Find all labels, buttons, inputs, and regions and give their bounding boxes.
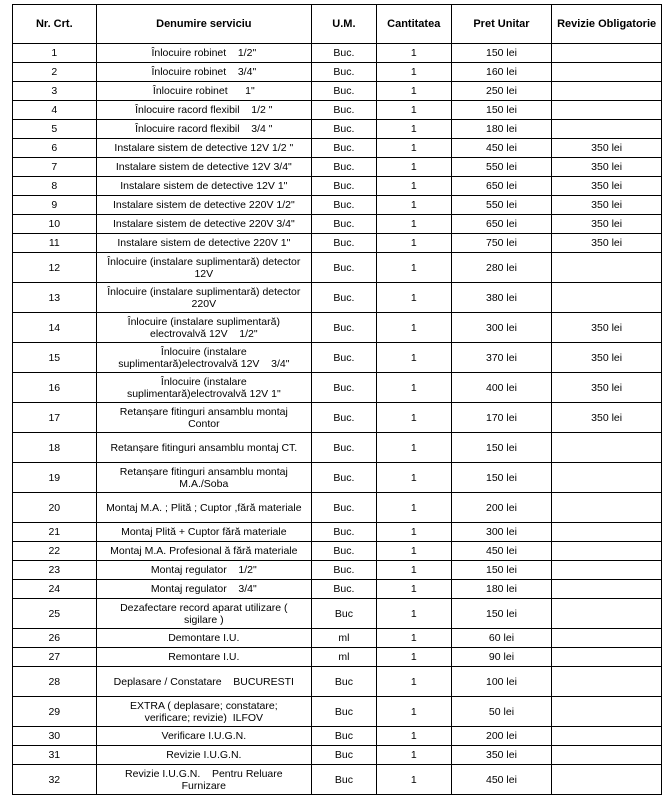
cell-quantity: 1 — [376, 629, 451, 648]
table-row — [13, 82, 662, 101]
cell-quantity: 1 — [376, 765, 451, 795]
cell-service-name: Revizie I.U.G.N. — [96, 746, 311, 765]
cell-unit-price: 150 lei — [451, 101, 552, 120]
cell-unit: Buc — [312, 765, 377, 795]
cell-mandatory-revision: 350 lei — [552, 343, 662, 373]
cell-mandatory-revision — [552, 561, 662, 580]
cell-nr: 8 — [13, 177, 97, 196]
cell-unit-price: 450 lei — [451, 542, 552, 561]
cell-service-name: Montaj M.A. ; Plită ; Cuptor ,fără materiale — [96, 493, 311, 523]
table-row — [13, 765, 662, 795]
cell-quantity: 1 — [376, 599, 451, 629]
table-row — [13, 373, 662, 403]
cell-nr: 14 — [13, 313, 97, 343]
cell-service-name: Montaj regulator 1/2" — [96, 561, 311, 580]
cell-quantity: 1 — [376, 746, 451, 765]
cell-quantity: 1 — [376, 63, 451, 82]
cell-mandatory-revision — [552, 667, 662, 697]
cell-nr: 28 — [13, 667, 97, 697]
cell-nr: 1 — [13, 44, 97, 63]
cell-mandatory-revision: 350 lei — [552, 234, 662, 253]
cell-mandatory-revision — [552, 63, 662, 82]
cell-unit-price: 450 lei — [451, 765, 552, 795]
cell-mandatory-revision — [552, 101, 662, 120]
cell-unit-price: 380 lei — [451, 283, 552, 313]
cell-unit: Buc. — [312, 196, 377, 215]
cell-unit: Buc. — [312, 101, 377, 120]
cell-unit-price: 650 lei — [451, 177, 552, 196]
cell-mandatory-revision: 350 lei — [552, 215, 662, 234]
cell-unit-price: 150 lei — [451, 561, 552, 580]
cell-service-name: Dezafectare record aparat utilizare ( sigilare ) — [96, 599, 311, 629]
cell-unit-price: 150 lei — [451, 463, 552, 493]
table-row — [13, 234, 662, 253]
cell-service-name: Instalare sistem de detective 12V 1/2 " — [96, 139, 311, 158]
cell-mandatory-revision — [552, 463, 662, 493]
cell-nr: 2 — [13, 63, 97, 82]
header-nr: Nr. Crt. — [13, 5, 97, 44]
cell-unit: Buc. — [312, 63, 377, 82]
cell-quantity: 1 — [376, 120, 451, 139]
cell-nr: 7 — [13, 158, 97, 177]
table-row — [13, 177, 662, 196]
cell-quantity: 1 — [376, 196, 451, 215]
cell-mandatory-revision — [552, 746, 662, 765]
cell-quantity: 1 — [376, 580, 451, 599]
cell-service-name: Instalare sistem de detective 220V 3/4" — [96, 215, 311, 234]
cell-quantity: 1 — [376, 542, 451, 561]
table-body — [13, 44, 662, 795]
cell-service-name: Înlocuire (instalare suplimentară)electrovalvă 12V 1" — [96, 373, 311, 403]
cell-nr: 25 — [13, 599, 97, 629]
cell-unit-price: 370 lei — [451, 343, 552, 373]
cell-service-name: Verificare I.U.G.N. — [96, 727, 311, 746]
cell-nr: 18 — [13, 433, 97, 463]
table-row — [13, 463, 662, 493]
table-row — [13, 746, 662, 765]
cell-mandatory-revision: 350 lei — [552, 373, 662, 403]
cell-unit: Buc. — [312, 177, 377, 196]
cell-unit: Buc. — [312, 313, 377, 343]
table-row — [13, 283, 662, 313]
cell-unit-price: 550 lei — [451, 196, 552, 215]
cell-unit-price: 400 lei — [451, 373, 552, 403]
cell-unit-price: 450 lei — [451, 139, 552, 158]
cell-service-name: Revizie I.U.G.N. Pentru Reluare Furnizare — [96, 765, 311, 795]
cell-nr: 30 — [13, 727, 97, 746]
cell-quantity: 1 — [376, 215, 451, 234]
cell-quantity: 1 — [376, 101, 451, 120]
cell-service-name: Înlocuire robinet 1/2" — [96, 44, 311, 63]
cell-unit-price: 50 lei — [451, 697, 552, 727]
header-quantity: Cantitatea — [376, 5, 451, 44]
cell-quantity: 1 — [376, 313, 451, 343]
cell-unit-price: 280 lei — [451, 253, 552, 283]
cell-mandatory-revision — [552, 629, 662, 648]
cell-service-name: EXTRA ( deplasare; constatare; verificare; revizie) ILFOV — [96, 697, 311, 727]
cell-nr: 26 — [13, 629, 97, 648]
cell-mandatory-revision: 350 lei — [552, 158, 662, 177]
cell-nr: 20 — [13, 493, 97, 523]
cell-service-name: Instalare sistem de detective 220V 1/2" — [96, 196, 311, 215]
table-row — [13, 493, 662, 523]
cell-mandatory-revision: 350 lei — [552, 403, 662, 433]
cell-nr: 13 — [13, 283, 97, 313]
cell-quantity: 1 — [376, 82, 451, 101]
cell-unit-price: 100 lei — [451, 667, 552, 697]
cell-unit: Buc. — [312, 82, 377, 101]
cell-unit: Buc. — [312, 463, 377, 493]
cell-unit: Buc. — [312, 158, 377, 177]
cell-service-name: Montaj regulator 3/4" — [96, 580, 311, 599]
cell-mandatory-revision: 350 lei — [552, 196, 662, 215]
cell-unit: Buc. — [312, 561, 377, 580]
cell-mandatory-revision: 350 lei — [552, 313, 662, 343]
cell-unit-price: 90 lei — [451, 648, 552, 667]
cell-service-name: Retanșare fitinguri ansamblu montaj M.A./Soba — [96, 463, 311, 493]
cell-mandatory-revision — [552, 542, 662, 561]
table-row — [13, 629, 662, 648]
cell-unit-price: 550 lei — [451, 158, 552, 177]
cell-unit: Buc — [312, 727, 377, 746]
table-row — [13, 697, 662, 727]
table-row — [13, 727, 662, 746]
cell-service-name: Înlocuire robinet 3/4" — [96, 63, 311, 82]
table-row — [13, 433, 662, 463]
cell-mandatory-revision — [552, 44, 662, 63]
cell-mandatory-revision: 350 lei — [552, 177, 662, 196]
cell-nr: 32 — [13, 765, 97, 795]
cell-service-name: Remontare I.U. — [96, 648, 311, 667]
cell-unit: Buc. — [312, 343, 377, 373]
cell-service-name: Înlocuire racord flexibil 3/4 " — [96, 120, 311, 139]
cell-quantity: 1 — [376, 403, 451, 433]
cell-quantity: 1 — [376, 667, 451, 697]
table-row — [13, 101, 662, 120]
cell-unit-price: 350 lei — [451, 746, 552, 765]
cell-service-name: Instalare sistem de detective 12V 3/4" — [96, 158, 311, 177]
cell-service-name: Înlocuire racord flexibil 1/2 " — [96, 101, 311, 120]
cell-unit-price: 150 lei — [451, 433, 552, 463]
cell-mandatory-revision — [552, 765, 662, 795]
cell-nr: 9 — [13, 196, 97, 215]
cell-quantity: 1 — [376, 158, 451, 177]
cell-service-name: Înlocuire (instalare suplimentară)electrovalvă 12V 3/4" — [96, 343, 311, 373]
cell-mandatory-revision — [552, 580, 662, 599]
cell-unit: Buc. — [312, 493, 377, 523]
cell-quantity: 1 — [376, 648, 451, 667]
cell-unit: Buc. — [312, 215, 377, 234]
cell-quantity: 1 — [376, 139, 451, 158]
cell-nr: 22 — [13, 542, 97, 561]
cell-unit: Buc — [312, 746, 377, 765]
cell-unit-price: 250 lei — [451, 82, 552, 101]
cell-nr: 11 — [13, 234, 97, 253]
table-row — [13, 253, 662, 283]
cell-mandatory-revision — [552, 283, 662, 313]
cell-nr: 3 — [13, 82, 97, 101]
cell-quantity: 1 — [376, 283, 451, 313]
cell-quantity: 1 — [376, 343, 451, 373]
cell-unit: Buc. — [312, 253, 377, 283]
cell-quantity: 1 — [376, 44, 451, 63]
cell-nr: 16 — [13, 373, 97, 403]
cell-service-name: Retanșare fitinguri ansamblu montaj Contor — [96, 403, 311, 433]
cell-unit-price: 60 lei — [451, 629, 552, 648]
cell-unit-price: 300 lei — [451, 523, 552, 542]
cell-service-name: Instalare sistem de detective 12V 1" — [96, 177, 311, 196]
cell-mandatory-revision — [552, 697, 662, 727]
cell-service-name: Demontare I.U. — [96, 629, 311, 648]
cell-unit: Buc. — [312, 373, 377, 403]
cell-unit-price: 180 lei — [451, 120, 552, 139]
table-row — [13, 667, 662, 697]
cell-mandatory-revision — [552, 433, 662, 463]
cell-nr: 23 — [13, 561, 97, 580]
cell-nr: 10 — [13, 215, 97, 234]
cell-quantity: 1 — [376, 177, 451, 196]
table-row — [13, 561, 662, 580]
table-row — [13, 523, 662, 542]
cell-nr: 24 — [13, 580, 97, 599]
cell-nr: 5 — [13, 120, 97, 139]
cell-unit: Buc. — [312, 433, 377, 463]
cell-nr: 6 — [13, 139, 97, 158]
cell-nr: 21 — [13, 523, 97, 542]
cell-service-name: Deplasare / Constatare BUCURESTI — [96, 667, 311, 697]
cell-unit-price: 150 lei — [451, 599, 552, 629]
cell-unit-price: 300 lei — [451, 313, 552, 343]
cell-mandatory-revision — [552, 523, 662, 542]
cell-unit-price: 200 lei — [451, 727, 552, 746]
cell-quantity: 1 — [376, 433, 451, 463]
table-row — [13, 403, 662, 433]
cell-nr: 4 — [13, 101, 97, 120]
cell-unit: Buc. — [312, 542, 377, 561]
cell-nr: 17 — [13, 403, 97, 433]
table-row — [13, 196, 662, 215]
cell-unit: Buc. — [312, 44, 377, 63]
cell-mandatory-revision: 350 lei — [552, 139, 662, 158]
cell-service-name: Montaj M.A. Profesional ă fără materiale — [96, 542, 311, 561]
header-unit-price: Pret Unitar — [451, 5, 552, 44]
price-table — [12, 4, 662, 795]
cell-service-name: Montaj Plită + Cuptor fără materiale — [96, 523, 311, 542]
cell-mandatory-revision — [552, 120, 662, 139]
cell-unit-price: 650 lei — [451, 215, 552, 234]
cell-mandatory-revision — [552, 82, 662, 101]
cell-unit: Buc. — [312, 139, 377, 158]
cell-unit-price: 750 lei — [451, 234, 552, 253]
table-row — [13, 158, 662, 177]
cell-service-name: Înlocuire robinet 1" — [96, 82, 311, 101]
cell-nr: 12 — [13, 253, 97, 283]
table-row — [13, 44, 662, 63]
cell-quantity: 1 — [376, 253, 451, 283]
cell-unit: Buc. — [312, 234, 377, 253]
table-row — [13, 313, 662, 343]
header-unit: U.M. — [312, 5, 377, 44]
cell-unit: Buc — [312, 697, 377, 727]
table-row — [13, 580, 662, 599]
table-row — [13, 120, 662, 139]
table-row — [13, 599, 662, 629]
header-mandatory-revision: Revizie Obligatorie — [552, 5, 662, 44]
cell-unit: ml — [312, 648, 377, 667]
cell-nr: 15 — [13, 343, 97, 373]
table-row — [13, 542, 662, 561]
cell-unit-price: 200 lei — [451, 493, 552, 523]
cell-quantity: 1 — [376, 561, 451, 580]
cell-unit: Buc — [312, 667, 377, 697]
cell-unit-price: 180 lei — [451, 580, 552, 599]
cell-mandatory-revision — [552, 599, 662, 629]
cell-nr: 27 — [13, 648, 97, 667]
cell-unit: Buc. — [312, 403, 377, 433]
table-row — [13, 63, 662, 82]
cell-service-name: Retanșare fitinguri ansamblu montaj CT. — [96, 433, 311, 463]
header-service-name: Denumire serviciu — [96, 5, 311, 44]
cell-quantity: 1 — [376, 727, 451, 746]
cell-unit: Buc. — [312, 523, 377, 542]
cell-service-name: Înlocuire (instalare suplimentară) electrovalvă 12V 1/2" — [96, 313, 311, 343]
cell-mandatory-revision — [552, 493, 662, 523]
table-row — [13, 343, 662, 373]
cell-unit-price: 160 lei — [451, 63, 552, 82]
cell-unit-price: 170 lei — [451, 403, 552, 433]
cell-quantity: 1 — [376, 697, 451, 727]
cell-unit: Buc — [312, 599, 377, 629]
cell-mandatory-revision — [552, 727, 662, 746]
cell-service-name: Înlocuire (instalare suplimentară) detector 12V — [96, 253, 311, 283]
cell-unit-price: 150 lei — [451, 44, 552, 63]
cell-service-name: Înlocuire (instalare suplimentară) detector 220V — [96, 283, 311, 313]
cell-mandatory-revision — [552, 648, 662, 667]
cell-unit: Buc. — [312, 283, 377, 313]
table-row — [13, 139, 662, 158]
cell-nr: 31 — [13, 746, 97, 765]
table-row — [13, 215, 662, 234]
cell-quantity: 1 — [376, 493, 451, 523]
cell-quantity: 1 — [376, 234, 451, 253]
cell-service-name: Instalare sistem de detective 220V 1" — [96, 234, 311, 253]
cell-quantity: 1 — [376, 463, 451, 493]
cell-quantity: 1 — [376, 523, 451, 542]
header-row — [13, 5, 662, 44]
cell-unit: ml — [312, 629, 377, 648]
price-table-container — [12, 4, 662, 795]
cell-unit: Buc. — [312, 120, 377, 139]
cell-nr: 29 — [13, 697, 97, 727]
cell-nr: 19 — [13, 463, 97, 493]
cell-unit: Buc. — [312, 580, 377, 599]
cell-mandatory-revision — [552, 253, 662, 283]
table-row — [13, 648, 662, 667]
cell-quantity: 1 — [376, 373, 451, 403]
